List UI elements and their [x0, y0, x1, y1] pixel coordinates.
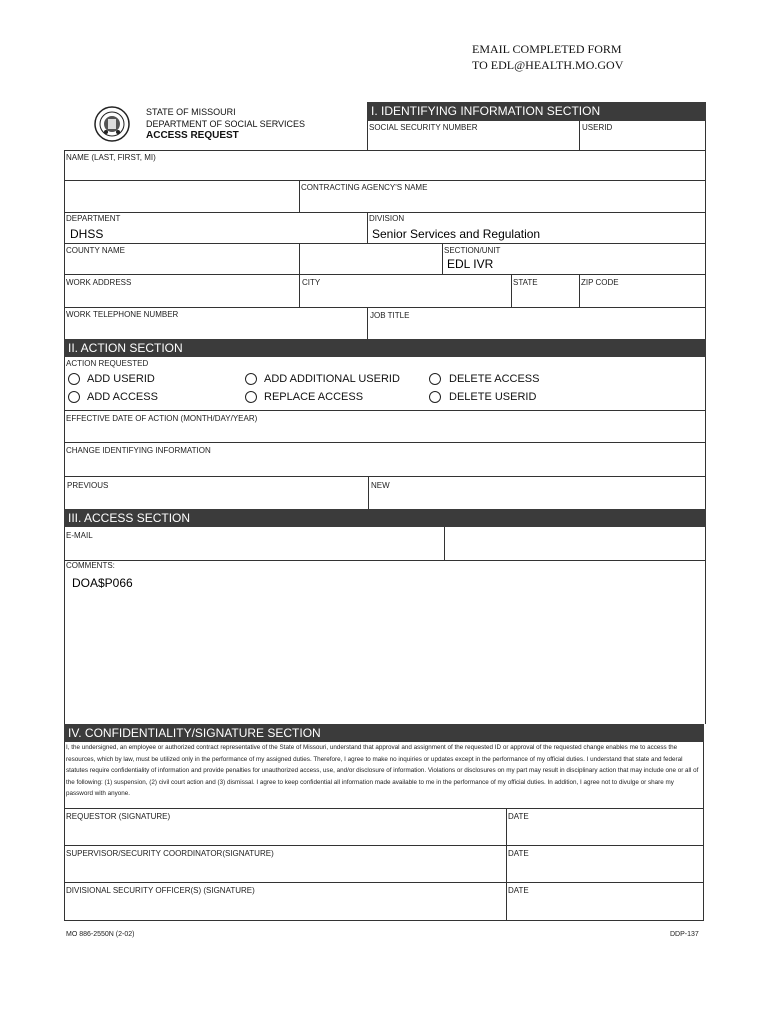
add-access-radio[interactable] — [68, 391, 80, 403]
division-value[interactable]: Senior Services and Regulation — [372, 227, 541, 241]
new-label: NEW — [371, 481, 390, 490]
comments-label: COMMENTS: — [66, 561, 115, 570]
divisional-signature-field[interactable] — [66, 897, 502, 917]
state-field[interactable] — [513, 289, 577, 305]
delete-access-radio[interactable] — [429, 373, 441, 385]
county-field[interactable] — [66, 257, 296, 273]
delete-userid-radio[interactable] — [429, 391, 441, 403]
add-access-label: ADD ACCESS — [87, 391, 158, 403]
supervisor-signature-field[interactable] — [66, 860, 502, 880]
divisional-date-field[interactable] — [508, 897, 702, 917]
work-phone-label: WORK TELEPHONE NUMBER — [66, 310, 179, 319]
section-1-header: I. IDENTIFYING INFORMATION SECTION — [367, 102, 706, 121]
previous-label: PREVIOUS — [67, 481, 109, 490]
work-address-field[interactable] — [66, 289, 296, 305]
header-form-title: ACCESS REQUEST — [146, 130, 239, 141]
header-department: DEPARTMENT OF SOCIAL SERVICES — [146, 119, 306, 129]
email-line-2: TO EDL@HEALTH.MO.GOV — [472, 58, 624, 72]
section-2-header: II. ACTION SECTION — [64, 339, 706, 357]
supervisor-date-label: DATE — [508, 849, 529, 858]
city-field[interactable] — [302, 289, 508, 305]
zip-label: ZIP CODE — [581, 278, 619, 287]
email-label: E-MAIL — [66, 531, 93, 540]
name-field[interactable] — [66, 164, 702, 178]
header-state: STATE OF MISSOURI — [146, 107, 236, 117]
name-label: NAME (LAST, FIRST, MI) — [66, 153, 156, 162]
zip-field[interactable] — [581, 289, 703, 305]
effective-date-field[interactable] — [66, 424, 702, 440]
email-field[interactable] — [66, 542, 440, 558]
work-phone-field[interactable] — [66, 321, 364, 337]
city-label: CITY — [302, 278, 321, 287]
department-value[interactable]: DHSS — [70, 227, 104, 241]
divisional-signature-label: DIVISIONAL SECURITY OFFICER(S) (SIGNATURE) — [66, 886, 255, 895]
effective-date-label: EFFECTIVE DATE OF ACTION (MONTH/DAY/YEAR) — [66, 414, 258, 423]
job-title-field[interactable] — [370, 321, 702, 337]
section-unit-label: SECTION/UNIT — [444, 246, 501, 255]
state-label: STATE — [513, 278, 538, 287]
email-extra-field[interactable] — [448, 531, 702, 558]
replace-access-label: REPLACE ACCESS — [264, 391, 364, 403]
change-info-field[interactable] — [66, 456, 702, 472]
add-additional-userid-radio[interactable] — [245, 373, 257, 385]
new-field[interactable] — [371, 492, 703, 507]
add-additional-userid-label: ADD ADDITIONAL USERID — [264, 373, 400, 385]
supervisor-signature-label: SUPERVISOR/SECURITY COORDINATOR(SIGNATURE) — [66, 849, 274, 858]
supervisor-date-field[interactable] — [508, 860, 702, 880]
ssn-field[interactable] — [369, 133, 575, 149]
state-seal-icon — [94, 106, 130, 142]
email-instructions — [472, 41, 623, 73]
delete-access-label: DELETE ACCESS — [449, 373, 540, 385]
job-title-label: JOB TITLE — [370, 311, 410, 320]
requestor-date-label: DATE — [508, 812, 529, 821]
requestor-signature-label: REQUESTOR (SIGNATURE) — [66, 812, 171, 821]
agency-field[interactable] — [301, 194, 701, 210]
confidentiality-statement: I, the undersigned, an employee or authorized contract representative of the State of Missouri, understand that approval and assignment of the requested ID or approval of the requested change enables me to access the resources, which by law, must be utilized only in the performance of my assigned duties. Therefore, I agree to make no inquiries or updates except in the performance of my official duties. I understand that state and federal statutes require confidentiality of information and provide penalties for unauthorized access, use, and/or disclosure of information. Violations or disclosures on my part may result in disciplinary action that may include one or all of the following: (1) suspension, (2) civil court action and (3) dismissal. I agree to keep confidential all information made available to me in the performance of my official duties. In addition, I agree not to divulge or share my password with anyone. — [66, 744, 699, 797]
requestor-date-field[interactable] — [508, 823, 702, 843]
name-continued-field[interactable] — [66, 192, 296, 210]
division-label: DIVISION — [369, 214, 405, 223]
email-line-1: EMAIL COMPLETED FORM — [472, 42, 622, 56]
replace-access-radio[interactable] — [245, 391, 257, 403]
divisional-date-label: DATE — [508, 886, 529, 895]
section-4-header: IV. CONFIDENTIALITY/SIGNATURE SECTION — [64, 724, 704, 742]
userid-label: USERID — [582, 123, 613, 132]
previous-field[interactable] — [67, 492, 365, 507]
ssn-label: SOCIAL SECURITY NUMBER — [369, 123, 478, 132]
add-userid-label: ADD USERID — [87, 373, 155, 385]
section-unit-value[interactable]: EDL IVR — [447, 257, 494, 271]
form-number: MO 886-2550N (2-02) — [66, 931, 135, 938]
section-3-header: III. ACCESS SECTION — [64, 509, 706, 527]
requestor-signature-field[interactable] — [66, 823, 502, 843]
agency-label: CONTRACTING AGENCY'S NAME — [301, 183, 428, 192]
department-label: DEPARTMENT — [66, 214, 121, 223]
change-info-label: CHANGE IDENTIFYING INFORMATION — [66, 446, 211, 455]
add-userid-radio[interactable] — [68, 373, 80, 385]
userid-field[interactable] — [582, 133, 704, 149]
action-requested-label: ACTION REQUESTED — [66, 359, 149, 368]
delete-userid-label: DELETE USERID — [449, 391, 537, 403]
ddp-number: DDP-137 — [670, 931, 699, 938]
work-address-label: WORK ADDRESS — [66, 278, 132, 287]
county-label: COUNTY NAME — [66, 246, 125, 255]
comments-value[interactable]: DOA$P066 — [72, 576, 133, 590]
